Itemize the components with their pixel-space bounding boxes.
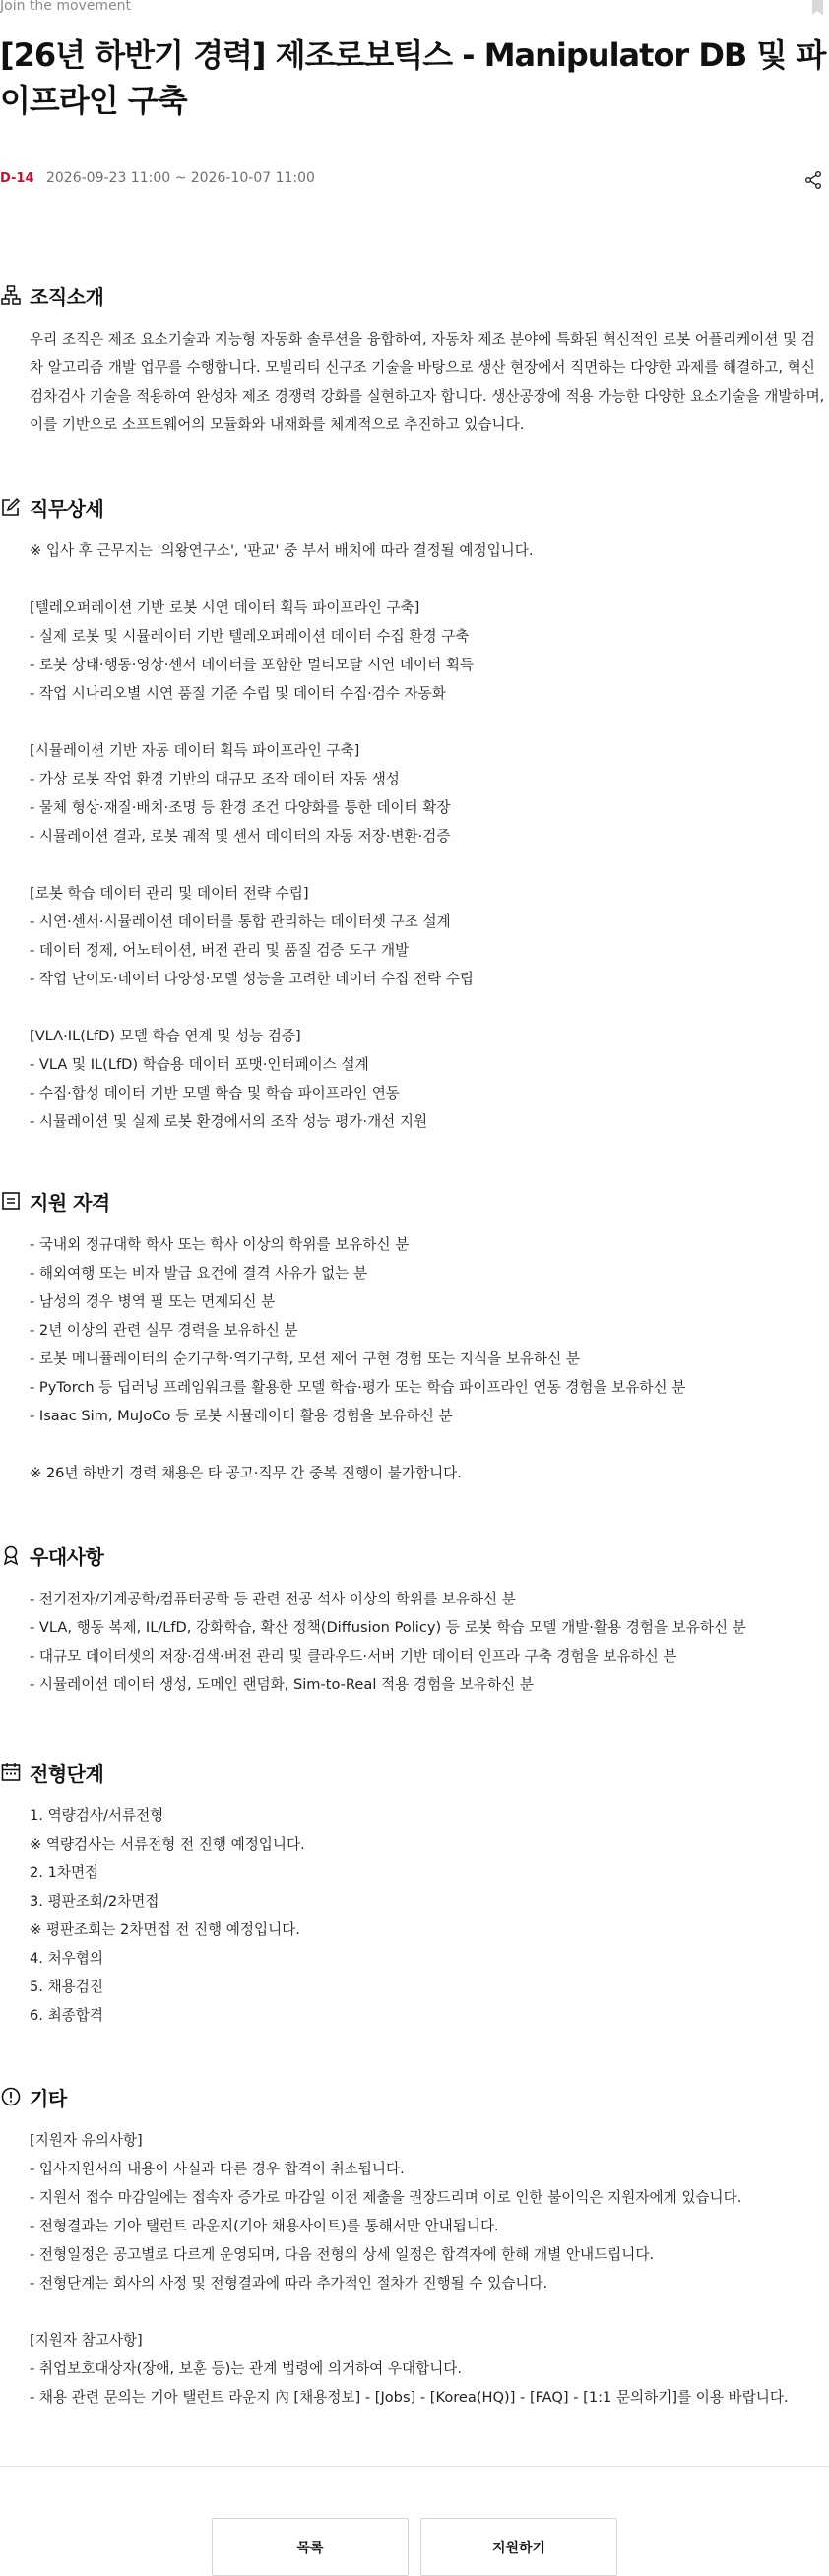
section-process bbox=[0, 1752, 305, 2030]
section-body bbox=[0, 1585, 746, 1699]
page-title: [26년 하반기 경력] 제조로보틱스 - Manipulator DB 및 파이프라인 구축 bbox=[0, 36, 826, 119]
step-item: 2. 1차면접 bbox=[30, 1864, 99, 1881]
etc-item: - 입사지원서의 내용이 사실과 다른 경우 합격이 취소됩니다. bbox=[30, 2161, 405, 2177]
action-buttons bbox=[0, 2518, 829, 2576]
section-organization bbox=[0, 276, 824, 439]
pref-item: - 대규모 데이터셋의 저장·검색·버전 관리 및 클라우드·서버 기반 데이터 인프라 구축 경험을 보유하신 분 bbox=[30, 1648, 677, 1665]
section-body bbox=[0, 325, 824, 439]
section-title: 조직소개 bbox=[30, 284, 104, 309]
section-header bbox=[0, 2077, 789, 2116]
qual-item: - 해외여행 또는 비자 발급 요건에 결격 사유가 없는 분 bbox=[30, 1265, 368, 1282]
step-item: 1. 역량검사/서류전형 bbox=[30, 1807, 164, 1824]
section-duty bbox=[0, 487, 534, 1136]
section-header bbox=[0, 1181, 685, 1221]
section-preference bbox=[0, 1536, 746, 1699]
duty-notice: ※ 입사 후 근무지는 '의왕연구소', '판교' 중 부서 배치에 따라 결정될 예정입니다. bbox=[30, 542, 534, 559]
step-item: 4. 처우협의 bbox=[30, 1950, 103, 1967]
section-body bbox=[0, 1230, 685, 1487]
section-body bbox=[0, 536, 534, 1136]
document-icon bbox=[0, 1190, 22, 1212]
qual-item: - 국내외 정규대학 학사 또는 학사 이상의 학위를 보유하신 분 bbox=[30, 1236, 410, 1253]
step-item: 5. 채용검진 bbox=[30, 1979, 103, 1995]
step-item: 3. 평판조회/2차면접 bbox=[30, 1893, 159, 1910]
pref-item: - 전기전자/기계공학/컴퓨터공학 등 관련 전공 석사 이상의 학위를 보유하신 분 bbox=[30, 1591, 516, 1607]
section-title: 지원 자격 bbox=[30, 1190, 110, 1215]
org-line: 이를 기반으로 소프트웨어의 모듈화와 내재화를 체계적으로 추진하고 있습니다. bbox=[30, 416, 525, 433]
duty-item: - 시연·센서·시뮬레이션 데이터를 통합 관리하는 데이터셋 구조 설계 bbox=[30, 913, 451, 930]
etc-item: - 전형결과는 기아 탤런트 라운지(기아 채용사이트)를 통해서만 안내됩니다. bbox=[30, 2218, 499, 2234]
duty-item: - 물체 형상·재질·배치·조명 등 환경 조건 다양화를 통한 데이터 확장 bbox=[30, 799, 451, 816]
qual-item: - PyTorch 등 딥러닝 프레임워크를 활용한 모델 학습·평가 또는 학습 파이프라인 연동 경험을 보유하신 분 bbox=[30, 1379, 686, 1396]
section-title: 기타 bbox=[30, 2086, 67, 2110]
step-item: ※ 역량검사는 서류전형 전 진행 예정입니다. bbox=[30, 1836, 305, 1853]
info-icon bbox=[0, 2086, 22, 2107]
step-item: 6. 최종합격 bbox=[30, 2007, 103, 2024]
section-etc bbox=[0, 2077, 789, 2412]
step-item: ※ 평판조회는 2차면접 전 진행 예정입니다. bbox=[30, 1921, 300, 1938]
duty-item: - 로봇 상태·행동·영상·센서 데이터를 포함한 멀티모달 시연 데이터 획득 bbox=[30, 657, 475, 673]
section-header bbox=[0, 1536, 746, 1575]
duty-item: - 수집·합성 데이터 기반 모델 학습 및 학습 파이프라인 연동 bbox=[30, 1085, 400, 1101]
etc-item: - 전형일정은 공고별로 다르게 운영되며, 다음 전형의 상세 일정은 합격자에 한해 개별 안내드립니다. bbox=[30, 2246, 655, 2263]
section-qualification bbox=[0, 1181, 685, 1487]
section-title: 우대사항 bbox=[30, 1544, 104, 1569]
bookmark-icon[interactable] bbox=[812, 0, 823, 15]
etc-group-heading: [지원자 유의사항] bbox=[30, 2132, 143, 2149]
qual-item: - 남성의 경우 병역 필 또는 면제되신 분 bbox=[30, 1293, 276, 1310]
pref-item: - 시뮬레이션 데이터 생성, 도메인 랜덤화, Sim-to-Real 적용 경험을 보유하신 분 bbox=[30, 1676, 534, 1693]
duty-item: - 실제 로봇 및 시뮬레이터 기반 텔레오퍼레이션 데이터 수집 환경 구축 bbox=[30, 628, 470, 645]
section-body bbox=[0, 2126, 789, 2412]
duty-item: - 시뮬레이션 결과, 로봇 궤적 및 센서 데이터의 자동 저장·변환·검증 bbox=[30, 828, 451, 845]
tagline: Join the movement bbox=[0, 0, 132, 14]
section-body bbox=[0, 1801, 305, 2030]
org-line: 우리 조직은 제조 요소기술과 지능형 자동화 솔루션을 융합하여, 자동차 제조 분야에 특화된 혁신적인 로봇 어플리케이션 및 검 bbox=[30, 331, 815, 347]
section-header bbox=[0, 487, 534, 527]
etc-group-heading: [지원자 참고사항] bbox=[30, 2332, 143, 2349]
qual-item: - 2년 이상의 관련 실무 경력을 보유하신 분 bbox=[30, 1322, 298, 1339]
etc-item: - 지원서 접수 마감일에는 접속자 증가로 마감일 이전 제출을 권장드리며 이로 인한 불이익은 지원자에게 있습니다. bbox=[30, 2189, 742, 2206]
duty-item: - 데이터 정제, 어노테이션, 버전 관리 및 품질 검증 도구 개발 bbox=[30, 942, 410, 959]
etc-item: - 취업보호대상자(장애, 보훈 등)는 관계 법령에 의거하여 우대합니다. bbox=[30, 2360, 463, 2377]
posting-period: 2026-09-23 11:00 ~ 2026-10-07 11:00 bbox=[45, 170, 315, 186]
edit-icon bbox=[0, 496, 22, 518]
org-line: 검차검사 기술을 적용하여 완성차 제조 경쟁력 강화를 실현하고자 합니다. 생산공장에 적용 가능한 다양한 요소기술을 개발하며, bbox=[30, 388, 825, 405]
section-title: 전형단계 bbox=[30, 1761, 104, 1786]
duty-group-heading: [시뮬레이션 기반 자동 데이터 획득 파이프라인 구축] bbox=[30, 742, 360, 759]
duty-item: - 작업 난이도·데이터 다양성·모델 성능을 고려한 데이터 수집 전략 수립 bbox=[30, 971, 475, 987]
apply-button[interactable]: 지원하기 bbox=[420, 2518, 617, 2576]
section-header bbox=[0, 276, 824, 315]
duty-item: - 시뮬레이션 및 실제 로봇 환경에서의 조작 성능 평가·개선 지원 bbox=[30, 1113, 428, 1130]
etc-item: - 채용 관련 문의는 기아 탤런트 라운지 內 [채용정보] - [Jobs] - [Korea(HQ)] - [FAQ] - [1:1 문의하기]를 이용 바랍니다. bbox=[30, 2389, 789, 2406]
section-title: 직무상세 bbox=[30, 496, 104, 521]
share-icon[interactable] bbox=[803, 170, 823, 190]
duty-group-heading: [텔레오퍼레이션 기반 로봇 시연 데이터 획득 파이프라인 구축] bbox=[30, 599, 420, 616]
qual-item: - 로봇 메니퓰레이터의 순기구학·역기구학, 모션 제어 구현 경험 또는 지식을 보유하신 분 bbox=[30, 1351, 580, 1367]
etc-item: - 전형단계는 회사의 사정 및 전형결과에 따라 추가적인 절차가 진행될 수 있습니다. bbox=[30, 2275, 548, 2292]
qual-notice: ※ 26년 하반기 경력 채용은 타 공고·직무 간 중복 진행이 불가합니다. bbox=[30, 1465, 462, 1481]
qual-item: - Isaac Sim, MuJoCo 등 로봇 시뮬레이터 활용 경험을 보유하신 분 bbox=[30, 1408, 453, 1424]
duty-group-heading: [VLA·IL(LfD) 모델 학습 연계 및 성능 검증] bbox=[30, 1028, 301, 1044]
dday-badge: D-14 bbox=[0, 171, 34, 186]
top-bar bbox=[0, 0, 829, 15]
duty-item: - 가상 로봇 작업 환경 기반의 대규모 조작 데이터 자동 생성 bbox=[30, 771, 400, 787]
list-button[interactable]: 목록 bbox=[212, 2518, 409, 2576]
posting-meta bbox=[0, 170, 829, 192]
org-chart-icon bbox=[0, 284, 22, 306]
duty-item: - 작업 시나리오별 시연 품질 기준 수립 및 데이터 수집·검수 자동화 bbox=[30, 685, 446, 702]
duty-group-heading: [로봇 학습 데이터 관리 및 데이터 전략 수립] bbox=[30, 885, 309, 902]
org-line: 차 알고리즘 개발 업무를 수행합니다. 모빌리티 신구조 기술을 바탕으로 생산 현장에서 직면하는 다양한 과제를 해결하고, 혁신 bbox=[30, 359, 815, 376]
duty-item: - VLA 및 IL(LfD) 학습용 데이터 포맷·인터페이스 설계 bbox=[30, 1056, 369, 1073]
award-icon bbox=[0, 1544, 22, 1566]
footer-divider bbox=[0, 2466, 829, 2467]
section-header bbox=[0, 1752, 305, 1791]
pref-item: - VLA, 행동 복제, IL/LfD, 강화학습, 확산 정책(Diffusion Policy) 등 로봇 학습 모델 개발·활용 경험을 보유하신 분 bbox=[30, 1619, 746, 1636]
calendar-icon bbox=[0, 1761, 22, 1783]
